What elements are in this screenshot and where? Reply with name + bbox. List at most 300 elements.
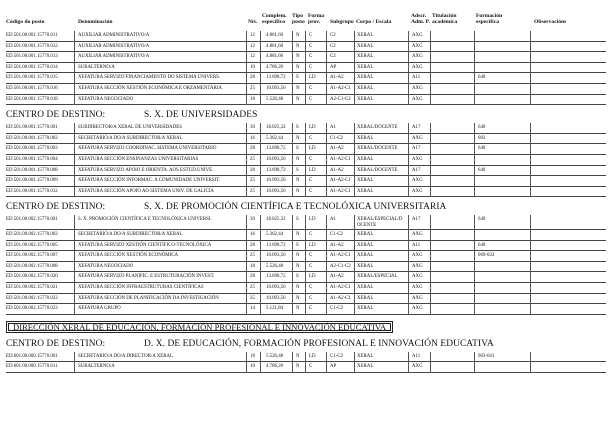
cell-tipo: N [296,135,300,141]
cell-corpo: XERAL [357,33,374,38]
cell-denominacion: S. X. PROMOCIÓN CIENTÍFICA E TECNOLÓXICA UNIVERSI. [78,217,212,223]
cell-nivel: 25 [250,253,255,259]
cell-denominacion: SUBALTERNO/A [78,64,115,70]
row-separator [6,165,606,166]
cell-forma: C [309,157,313,162]
cell-tipo: N [296,263,300,269]
cell-corpo: XERAL [357,284,374,290]
cell-adscr: A17 [412,217,421,223]
cell-tipo: N [296,54,300,60]
cell-tipo: S [296,125,299,131]
cell-formacion: 640 [478,125,486,131]
cell-adscr: AXG [412,263,423,269]
cell-complemento: 18.025,32 [266,217,286,223]
column-divider [408,31,409,105]
cell-tipo: S [296,217,299,223]
centro-destino-title [6,110,257,121]
column-divider [292,31,293,105]
cell-codigo: ED.501.00.002.15770.021 [6,284,58,290]
header-denominacion: Denominación [78,19,113,25]
row-separator [6,41,606,42]
header-subgrupo: Subgrupo [330,19,354,25]
cell-adscr: AXG [412,295,423,301]
table-row [0,65,614,76]
cell-complemento: 5.526,48 [266,263,284,269]
cell-corpo: XERAL [357,43,374,49]
cell-complemento: 13.698,72 [266,242,286,248]
table-row [0,178,614,189]
column-divider [354,352,355,373]
cell-codigo: ED.501.00.002.15770.007 [6,253,58,259]
cell-denominacion: XEFATURA NEGOCIADO [78,263,134,269]
cell-nivel: 28 [250,274,255,280]
table-row [0,125,614,136]
cell-adscr: AXG [412,86,423,91]
column-divider [354,215,355,314]
cell-codigo: ED.501.00.001.15770.011 [6,33,58,38]
cell-codigo: ED.501.00.002.15770.005 [6,242,58,248]
table-row [0,136,614,147]
cell-corpo: XERAL [357,353,374,359]
cell-tipo: N [296,157,300,162]
cell-forma: C [309,135,313,141]
cell-complemento: 5.121,84 [266,306,284,312]
cell-nivel: 28 [250,167,255,173]
cell-nivel: 16 [250,231,255,237]
cell-tipo: N [296,64,300,70]
cell-denominacion: XEFATURA GRUPO [78,306,121,312]
cell-corpo: XERAL [357,135,374,141]
cell-adscr: AXG [412,231,423,237]
cell-nivel: 18 [250,263,255,269]
table-row [0,274,614,285]
cell-subgrupo: A1-A2 [330,75,344,81]
column-divider [246,352,247,373]
cell-adscr: A17 [412,125,421,131]
cell-formacion: 640 [478,75,486,81]
cell-codigo: ED.501.00.001.15770.008 [6,167,58,173]
header-tipo-2: posto [292,19,305,25]
cell-tipo: N [296,284,300,290]
cell-subgrupo: AP [330,364,337,370]
row-separator [6,282,606,283]
table-row [0,354,614,365]
table-row [0,364,614,375]
cell-subgrupo: A1-A2 [330,242,344,248]
cell-formacion: 640 [478,167,486,173]
cell-codigo: ED.501.00.002.15770.001 [6,217,58,223]
cell-nivel: 25 [250,157,255,162]
header-observacions: Observacións [534,19,567,25]
cell-denominacion: XEFATURA SECCIÓN ENSINANZAS UNIVERSITARIAS [78,157,199,162]
cell-denominacion: XEFATURA NEGOCIADO [78,96,134,102]
cell-nivel: 18 [250,353,255,359]
cell-subgrupo: AP [330,64,337,70]
cell-denominacion: SUBALTERNO/A [78,364,115,370]
cell-adscr: A11 [412,353,421,359]
cell-subgrupo: A1-A2-C1 [330,284,351,290]
cell-nivel: 25 [250,86,255,91]
directorate-title: DIRECCIÓN XERAL DE EDUCACIÓN, FORMACIÓN PROFESIONAL E INNOVACIÓN EDUCATIVA [6,321,393,333]
cell-complemento: 4.786,20 [266,364,284,370]
cell-nivel: 28 [250,75,255,81]
cell-tipo: N [296,295,300,301]
cell-forma: C [309,86,313,91]
cell-subgrupo: A1-A2-C1 [330,178,351,184]
row-separator [6,104,606,105]
cell-complemento: 13.698,72 [266,75,286,81]
cell-subgrupo: A1-A2-C1 [330,157,351,162]
row-separator [6,293,606,294]
centro-destino-label: CENTRO DE DESTINO: [6,202,106,213]
table-row [0,146,614,157]
cell-forma: C [309,306,313,312]
cell-complemento: 13.698,72 [266,274,286,280]
column-divider [246,123,247,197]
cell-adscr: A17 [412,167,421,173]
cell-subgrupo: C2 [330,43,336,49]
cell-forma: C [309,188,313,194]
cell-tipo: S [296,75,299,81]
cell-tipo: S [296,167,299,173]
header-tipo-1: Tipo [292,13,304,19]
table-row [0,232,614,243]
cell-forma: C [309,231,313,237]
column-divider [474,352,475,373]
cell-subgrupo: C1-C2 [330,135,344,141]
header-titulacion-1: Titulación [432,13,457,19]
table-row [0,253,614,264]
cell-complemento: 10.093,56 [266,188,286,194]
cell-adscr: AXG [412,188,423,194]
cell-formacion: 069-032 [478,253,495,259]
table-row [0,296,614,307]
column-divider [326,352,327,373]
cell-adscr: A11 [412,75,421,81]
column-divider [246,215,247,314]
cell-codigo: ED.501.00.001.15770.014 [6,64,58,70]
cell-corpo: XERAL [357,306,374,312]
row-separator [6,229,606,230]
cell-denominacion: XEFATURA SECCIÓN XESTIÓN ECONÓMICA [78,253,179,259]
cell-denominacion: XEFATURA SERVIZO PLANIFIC. E ESTRUTURACIÓN INVEST. [78,274,215,280]
table-row [0,189,614,200]
cell-corpo: XERAL [357,96,374,102]
column-divider [326,31,327,105]
cell-codigo: ED.501.00.002.15770.023 [6,306,58,312]
cell-formacion: 640 [478,146,486,152]
header-forma-2: prov. [308,19,321,25]
cell-nivel: 25 [250,295,255,301]
row-separator [6,72,606,73]
cell-nivel: 12 [250,33,255,38]
cell-complemento: 5.526,48 [266,96,284,102]
cell-forma: C [309,64,313,70]
cell-complemento: 4.881,60 [266,33,284,38]
cell-codigo: ED.501.00.001.15770.004 [6,157,58,162]
cell-denominacion: XEFATURA SERVIZO XESTIÓN CIENTÍFICO-TECNOLÓXICA [78,242,212,248]
cell-forma: C [309,295,313,301]
column-divider [305,31,306,105]
column-divider [430,123,431,197]
table-row [0,306,614,317]
cell-adscr: AXG [412,43,423,49]
cell-complemento: 10.093,56 [266,86,286,91]
cell-tipo: N [296,231,300,237]
column-divider [354,123,355,197]
cell-complemento: 10.093,56 [266,253,286,259]
cell-nivel: 25 [250,178,255,184]
row-separator [6,303,606,304]
column-divider [292,123,293,197]
header-formacion-2: específica [476,19,499,25]
centro-destino-title [6,339,494,350]
column-divider [408,215,409,314]
cell-complemento: 4.881,60 [266,54,284,60]
cell-adscr: AXG [412,54,423,60]
table-row [0,285,614,296]
cell-complemento: 10.093,56 [266,157,286,162]
cell-corpo: XERAL [357,157,374,162]
cell-codigo: ED.501.00.002.15770.022 [6,295,58,301]
cell-adscr: A11 [412,242,421,248]
column-divider [474,123,475,197]
header-complemento-1: Complem. [262,13,287,19]
column-divider [474,31,475,105]
centro-destino-name: S. X. DE UNIVERSIDADES [144,110,258,121]
column-divider [326,123,327,197]
cell-adscr: A17 [412,146,421,152]
cell-forma: C [309,178,313,184]
cell-subgrupo: C2 [330,54,336,60]
cell-adscr: AXG [412,64,423,70]
cell-subgrupo: C1-C2 [330,306,344,312]
cell-codigo: ED.501.00.002.15770.002 [6,231,58,237]
table-row [0,54,614,65]
cell-corpo: XERAL/ESPECIAL/D OCENTE [357,217,403,228]
column-divider [430,352,431,373]
cell-complemento: 10.093,56 [266,284,286,290]
cell-denominacion: SECRETARIO/A DO/A SUBDIRECTOR/A XERAL [78,231,183,237]
row-separator [6,143,606,144]
column-divider [354,31,355,105]
cell-denominacion: SUBDIRECTOR/A XERAL DE UNIVERSIDADES [78,125,182,131]
cell-complemento: 13.698,72 [266,146,286,152]
table-row [0,33,614,44]
cell-codigo: ED.601.00.000.15770.001 [6,353,58,359]
cell-denominacion: SECRETARIO/A DO/A DIRECTOR/A XERAL [78,353,174,359]
cell-denominacion: XEFATURA SERVIZO APOIO E ORIENTA. AOS ESTUD.UNIVE. [78,167,214,173]
cell-forma: C [309,253,313,259]
cell-subgrupo: A1 [330,125,336,131]
cell-tipo: N [296,43,300,49]
cell-complemento: 10.093,56 [266,178,286,184]
table-row [0,75,614,86]
column-divider [530,31,531,105]
cell-tipo: S [296,146,299,152]
table-row [0,264,614,275]
cell-corpo: XERAL/DOCENTE [357,125,398,131]
cell-forma: C [309,364,313,370]
cell-tipo: N [296,188,300,194]
cell-forma: LD [309,353,316,359]
column-divider [430,31,431,105]
centro-destino-title [6,202,446,213]
row-separator [6,133,606,134]
cell-adscr: AXG [412,96,423,102]
cell-denominacion: XEFATURA SECCIÓN APOIO AO SISTEMA UNIV. DE GALICIA [78,188,214,194]
cell-complemento: 13.698,72 [266,167,286,173]
cell-formacion: 640 [478,217,486,223]
cell-denominacion: AUXILIAR ADMINISTRATIVO/A [78,43,150,49]
cell-codigo: ED.501.00.001.15770.003 [6,146,58,152]
column-divider [292,352,293,373]
column-divider [74,215,75,314]
table-row [0,97,614,108]
cell-tipo: N [296,253,300,259]
cell-nivel: 18 [250,96,255,102]
cell-nivel: 25 [250,188,255,194]
cell-codigo: ED.501.00.001.15770.002 [6,135,58,141]
cell-codigo: ED.501.00.001.15770.018 [6,96,58,102]
cell-nivel: 12 [250,54,255,60]
cell-forma: C [309,96,313,102]
cell-codigo: ED.501.00.001.15770.015 [6,75,58,81]
header-titulacion-2: académica [432,19,458,25]
table-row [0,243,614,254]
cell-nivel: 30 [250,217,255,223]
column-divider [430,215,431,314]
cell-forma: LD [309,217,316,223]
cell-denominacion: XEFATURA SERVIZO COORDINAC. SISTEMA UNIVERSITARIO [78,146,217,152]
column-divider [74,31,75,105]
cell-adscr: AXG [412,306,423,312]
column-divider [474,215,475,314]
cell-tipo: N [296,86,300,91]
header-nivel: Nív. [248,19,258,25]
cell-formacion: 003 [478,135,486,141]
cell-complemento: 5.526,48 [266,353,284,359]
cell-subgrupo: C1-C2 [330,231,344,237]
cell-nivel: 14 [250,306,255,312]
cell-corpo: XERAL [357,364,374,370]
cell-corpo: XERAL/ESPECIAL [357,274,398,280]
cell-denominacion: SECRETARIO/A DO/A SUBDIRECTOR/A XERAL [78,135,183,141]
cell-subgrupo: A1-A2 [330,167,344,173]
cell-adscr: AXG [412,135,423,141]
centro-destino-name: S. X. DE PROMOCIÓN CIENTÍFICA E TECNOLÓXICA UNIVERSITARIA [144,202,447,213]
column-divider [326,215,327,314]
cell-tipo: S [296,242,299,248]
cell-subgrupo: A1-A2-C1 [330,253,351,259]
cell-forma: LD [309,125,316,131]
table-row [0,157,614,168]
column-divider [305,215,306,314]
cell-nivel: 28 [250,146,255,152]
column-divider [74,123,75,197]
cell-subgrupo: A1-A2-C1 [330,188,351,194]
column-divider [530,123,531,197]
row-separator [6,196,606,197]
cell-codigo: ED.601.00.000.15770.011 [6,364,58,370]
column-divider [260,31,261,105]
cell-forma: C [309,263,313,269]
cell-nivel: 25 [250,284,255,290]
table-header [0,0,614,30]
column-divider [408,123,409,197]
column-divider [530,215,531,314]
cell-complemento: 4.786,20 [266,64,284,70]
cell-corpo: XERAL [357,75,374,81]
cell-denominacion: AUXILIAR ADMINISTRATIVO/A [78,33,150,38]
cell-corpo: XERAL [357,86,374,91]
header-corpo: Corpo / Escala [356,19,392,25]
cell-denominacion: XEFATURA SECCIÓN INFRAESTRUTURAS CIENTÍFICAS [78,284,204,290]
cell-denominacion: XEFATURA SECCIÓN INFORMAC. A COMUNIDADE UNIVERSIT. [78,178,221,184]
cell-nivel: 30 [250,125,255,131]
cell-denominacion: XEFATURA SECCIÓN XESTIÓN ECONÓMICA E ORZAMENTARIA [78,86,222,91]
header-formacion-1: Formación [476,13,503,19]
cell-tipo: N [296,178,300,184]
cell-tipo: N [296,353,300,359]
centro-destino-label: CENTRO DE DESTINO: [6,110,106,121]
cell-forma: LD [309,242,316,248]
centro-destino-label: CENTRO DE DESTINO: [6,338,106,349]
cell-subgrupo: C2 [330,33,336,38]
header-adscr-2: Adm. P. [411,19,430,25]
column-divider [260,123,261,197]
cell-nivel: 28 [250,242,255,248]
table-row [0,86,614,97]
cell-corpo: XERAL [357,64,374,70]
column-divider [530,352,531,373]
cell-adscr: AXG [412,157,423,162]
cell-subgrupo: A1-A2 [330,274,344,280]
cell-subgrupo: A2-C1-C2 [330,263,351,269]
cell-forma: LD [309,75,316,81]
cell-complemento: 10.093,56 [266,295,286,301]
row-separator [6,361,606,362]
row-separator [6,51,606,52]
row-separator [6,62,606,63]
row-separator [6,314,606,315]
cell-forma: LD [309,146,316,152]
cell-codigo: ED.501.00.001.15770.012 [6,188,58,194]
column-divider [260,215,261,314]
cell-forma: LD [309,274,316,280]
header-forma-1: Forma [308,13,325,19]
cell-complemento: 18.025,32 [266,125,286,131]
cell-formacion: 640 [478,242,486,248]
cell-tipo: N [296,96,300,102]
cell-denominacion: XEFATURA SERVIZO FINANCIAMENTO DO SISTEMA UNIVERS. [78,75,221,81]
cell-codigo: ED.501.00.001.15770.013 [6,54,58,60]
cell-corpo: XERAL [357,295,374,301]
cell-subgrupo: A1 [330,217,336,223]
row-separator [6,261,606,262]
row-separator [6,175,606,176]
header-codigo: Código do posto [6,19,45,25]
cell-complemento: 4.881,60 [266,43,284,49]
cell-codigo: ED.501.00.001.15770.001 [6,125,58,131]
cell-tipo: N [296,306,300,312]
cell-tipo: S [296,274,299,280]
cell-nivel: 10 [250,364,255,370]
table-row [0,44,614,55]
column-divider [260,352,261,373]
cell-complemento: 5.362,44 [266,231,284,237]
row-separator [6,240,606,241]
